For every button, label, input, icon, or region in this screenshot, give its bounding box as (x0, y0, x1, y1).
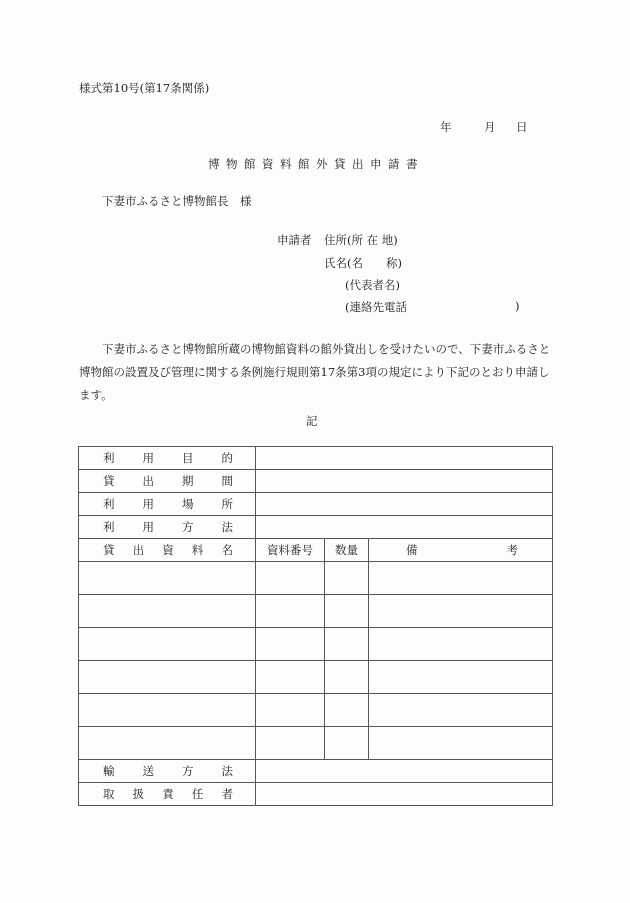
row-label-char: 間 (221, 474, 233, 488)
item-quantity-field[interactable] (325, 694, 369, 727)
row-label (79, 493, 256, 516)
header-item-name-char: 資 (162, 543, 174, 557)
item-quantity-field[interactable] (325, 661, 369, 694)
row-label-char: 的 (221, 451, 233, 465)
header-remarks-char: 備 (406, 543, 418, 557)
date-line (440, 119, 528, 135)
date-day: 日 (516, 120, 528, 134)
item-name-field[interactable] (79, 562, 256, 595)
body-text: 下妻市ふるさと博物館所蔵の博物館資料の館外貸出しを受けたいので、下妻市ふるさと博物館の設置及び管理に関する条例施行規則第17条第3項の規定により下記のとおり申請します。 (79, 342, 551, 402)
header-item-name-char: 料 (191, 543, 204, 557)
row-label-char: 方 (182, 764, 194, 778)
row-value-field[interactable] (256, 470, 553, 493)
item-name-field[interactable] (79, 694, 256, 727)
item-row (79, 694, 553, 727)
row-label (79, 760, 256, 783)
applicant-label: 申請者 (277, 233, 312, 247)
table-row (79, 470, 553, 493)
item-row (79, 628, 553, 661)
row-label-char: 目 (182, 451, 194, 465)
item-quantity-field[interactable] (325, 628, 369, 661)
item-remarks-field[interactable] (369, 727, 553, 760)
header-remarks-char: 考 (506, 543, 518, 557)
item-remarks-field[interactable] (369, 628, 553, 661)
table-row (79, 447, 553, 470)
row-label (79, 470, 256, 493)
applicant-representative: (代表者名) (345, 278, 400, 292)
row-label-char: 貸 (103, 474, 115, 488)
table-row (79, 760, 553, 783)
header-item-number: 資料番号 (256, 539, 325, 562)
row-value-field[interactable] (256, 760, 553, 783)
item-number-field[interactable] (256, 562, 325, 595)
header-quantity: 数量 (325, 539, 369, 562)
document-title: 博物館資料館外貸出申請書 (208, 157, 424, 171)
item-row (79, 562, 553, 595)
row-label-char: 法 (221, 520, 233, 534)
date-month: 月 (484, 120, 496, 134)
row-label-char: 場 (182, 497, 194, 511)
item-remarks-field[interactable] (369, 661, 553, 694)
item-row (79, 661, 553, 694)
items-header-row (79, 539, 553, 562)
header-remarks (369, 539, 553, 562)
row-label-char: 法 (221, 764, 233, 778)
row-label-char: 用 (142, 520, 154, 534)
ki-heading: 記 (306, 414, 318, 428)
row-value-field[interactable] (256, 516, 553, 539)
row-label-char: 者 (221, 787, 233, 801)
row-label (79, 516, 256, 539)
table-row (79, 493, 553, 516)
row-label-char: 方 (182, 520, 194, 534)
item-number-field[interactable] (256, 595, 325, 628)
item-remarks-field[interactable] (369, 595, 553, 628)
header-item-name-char: 貸 (103, 543, 115, 557)
applicant-address: 住所(所 在 地) (324, 233, 398, 247)
date-year: 年 (440, 120, 452, 134)
application-table (78, 446, 553, 806)
row-label-char: 利 (103, 520, 115, 534)
row-label-char: 出 (142, 474, 154, 488)
table-row (79, 516, 553, 539)
applicant-name: 氏名(名 称) (324, 256, 402, 270)
row-label-char: 利 (103, 451, 115, 465)
row-label-char: 所 (221, 497, 233, 511)
item-number-field[interactable] (256, 694, 325, 727)
item-quantity-field[interactable] (325, 727, 369, 760)
row-value-field[interactable] (256, 447, 553, 470)
row-label-char: 用 (142, 497, 154, 511)
form-number: 様式第10号(第17条関係) (79, 81, 210, 95)
row-label-char: 輸 (103, 764, 115, 778)
row-label-char: 責 (162, 787, 174, 801)
row-label-char: 扱 (132, 787, 145, 801)
item-remarks-field[interactable] (369, 694, 553, 727)
item-quantity-field[interactable] (325, 562, 369, 595)
applicant-phone: (連絡先電話 (345, 300, 407, 314)
row-label (79, 783, 256, 806)
item-name-field[interactable] (79, 727, 256, 760)
header-item-name-char: 名 (221, 543, 233, 557)
row-label-char: 送 (142, 764, 154, 778)
item-number-field[interactable] (256, 727, 325, 760)
table-row (79, 783, 553, 806)
item-number-field[interactable] (256, 628, 325, 661)
addressee: 下妻市ふるさと博物館長 様 (102, 194, 252, 208)
item-row (79, 727, 553, 760)
header-item-name-char: 出 (132, 543, 145, 557)
applicant-phone-close: ) (515, 299, 520, 313)
row-value-field[interactable] (256, 783, 553, 806)
item-name-field[interactable] (79, 595, 256, 628)
item-row (79, 595, 553, 628)
item-name-field[interactable] (79, 661, 256, 694)
row-value-field[interactable] (256, 493, 553, 516)
row-label-char: 任 (191, 787, 204, 801)
item-remarks-field[interactable] (369, 562, 553, 595)
item-number-field[interactable] (256, 661, 325, 694)
item-quantity-field[interactable] (325, 595, 369, 628)
row-label (79, 447, 256, 470)
row-label-char: 利 (103, 497, 115, 511)
row-label-char: 用 (142, 451, 154, 465)
row-label-char: 取 (103, 787, 115, 801)
item-name-field[interactable] (79, 628, 256, 661)
row-label-char: 期 (182, 474, 194, 488)
header-item-name (79, 539, 256, 562)
